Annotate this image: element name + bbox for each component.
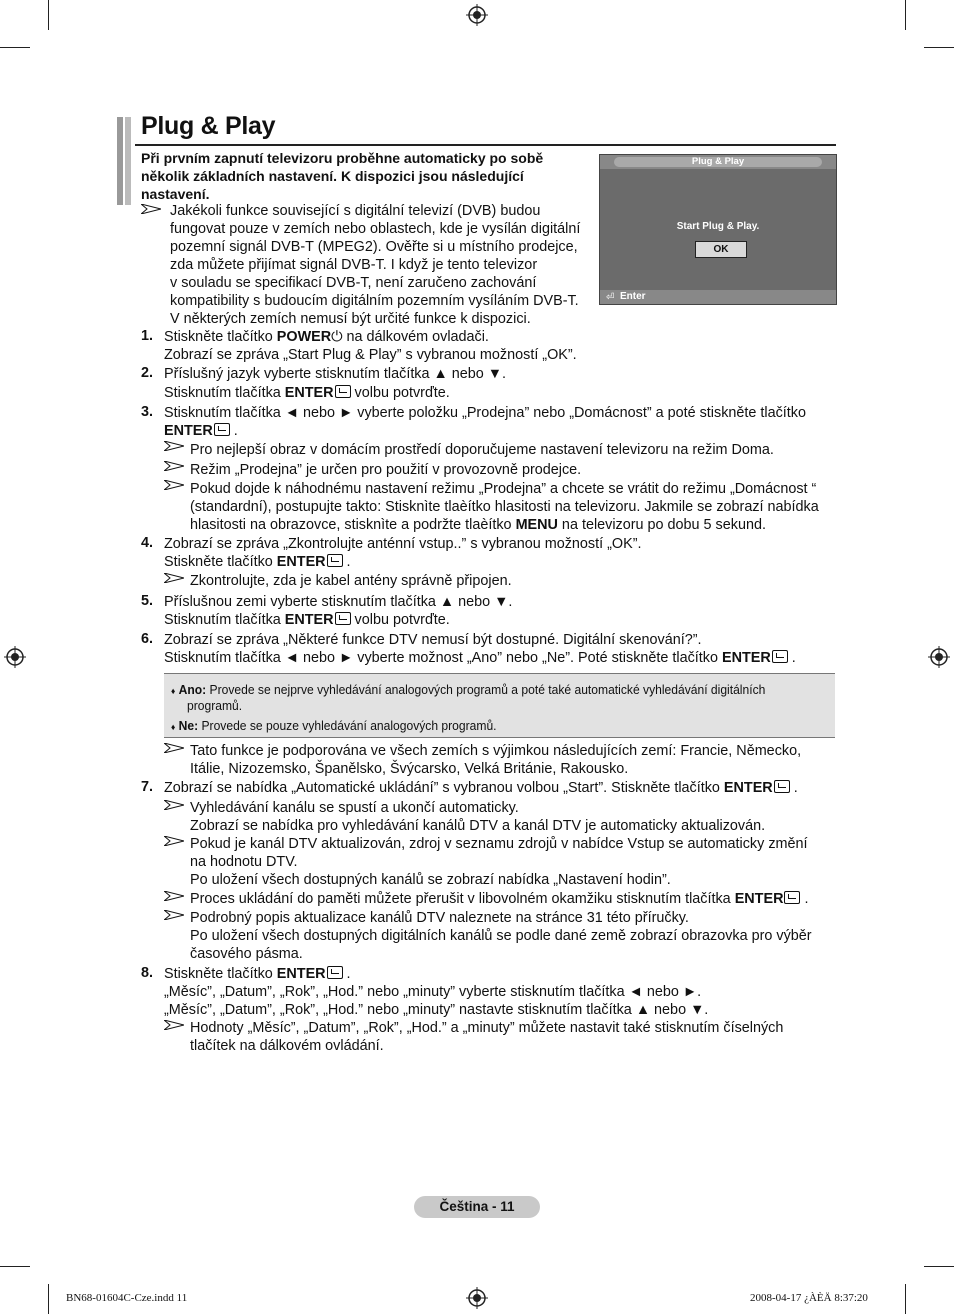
power-icon: ⏻ [331, 329, 343, 345]
registration-mark-icon [466, 1287, 488, 1309]
registration-mark-icon [4, 646, 26, 668]
tv-footer-enter: Enter [620, 291, 646, 302]
step-2: Příslušný jazyk vyberte stisknutím tlačítka ▲ nebo ▼. Stisknutím tlačítka ENTER volbu potvrďte. [164, 366, 507, 401]
note-text: Režim „Prodejna” je určen pro použití v provozovně prodejce. [190, 462, 582, 478]
step-1: Stiskněte tlačítko POWER⏻ na dálkovém ovladači. Zobrazí se zpráva „Start Plug & Play” s vybranou možností „OK”. [164, 329, 577, 363]
note-text: Pro nejlepší obraz v domácím prostředí doporučujeme nastavení televizoru na režim Doma. [190, 442, 774, 458]
option-ano-cont: programů. [187, 698, 243, 713]
options-box [164, 673, 835, 738]
enter-icon [214, 423, 230, 436]
tv-message: Start Plug & Play. [676, 221, 760, 232]
note-text: Zkontrolujte, zda je kabel antény správně připojen. [190, 573, 512, 589]
note-arrow-icon [164, 480, 184, 490]
note-arrow-icon [164, 836, 184, 846]
note-text: Pokud dojde k náhodnému nastavení režimu „Prodejna” a chcete se vrátit do režimu „Domácnost “ (standardní), postupujte takto: Stisknìte tlaèítko hlasitosti na televizoru. Jakmile se zobrazí nabídka hlasitosti na obrazovce, stisknìte a podržte tlaèítko MENU na televizoru po dobu 5 sekund. [190, 481, 819, 533]
step-4: Zobrazí se zpráva „Zkontrolujte anténní vstup..” s vybranou možností „OK”. Stiskněte tlačítko ENTER . [164, 536, 642, 570]
option-ano: ♦ Ano: Provede se nejprve vyhledávání analogových programů a poté také automatické vyhledávání digitálních [171, 682, 766, 697]
note-arrow-icon [164, 573, 184, 583]
tv-screen-preview [599, 154, 837, 305]
date-slug: 2008-04-17 ¿ÀÈÄ 8:37:20 [750, 1292, 868, 1304]
step-number: 4. [141, 535, 154, 551]
crop-mark [48, 1284, 49, 1314]
crop-mark [0, 47, 30, 48]
step-number: 8. [141, 965, 154, 981]
note-arrow-icon [164, 891, 184, 901]
intro-note: Jakékoli funkce související s digitální televizí (DVB) budou fungovat pouze v zemích nebo oblastech, kde je vysílán digitální pozemní signál DVB-T (MPEG2). Ověřte si u místního prodejce, zda můžete přijímat signál DVB-T. I když je tento televizor v souladu se specifikací DVB-T, není zaručeno zachování kompatibility s budoucím digitálním pozemním vysíláním DVB-T. V některých zemích nemusí být určité funkce k dispozici. [170, 203, 581, 327]
title-rule [135, 144, 836, 146]
tv-header: Plug & Play [614, 157, 822, 167]
step-3: Stisknutím tlačítka ◄ nebo ► vyberte položku „Prodejna” nebo „Domácnost” a poté stiskněte tlačítko ENTER . [164, 405, 806, 439]
step-number: 2. [141, 365, 154, 381]
step-7: Zobrazí se nabídka „Automatické ukládání” s vybranou volbou „Start”. Stiskněte tlačítko ENTER . [164, 780, 798, 796]
step-number: 1. [141, 328, 154, 344]
note-arrow-icon [141, 204, 161, 214]
note-arrow-icon [164, 461, 184, 471]
crop-mark [924, 47, 954, 48]
note-arrow-icon [164, 441, 184, 451]
note-text: Proces ukládání do paměti můžete přerušit v libovolném okamžiku stisknutím tlačítka ENTER . [190, 891, 809, 907]
step-6: Zobrazí se zpráva „Některé funkce DTV nemusí být dostupné. Digitální skenování?”. Stisknutím tlačítka ◄ nebo ► vyberte možnost „Ano” nebo „Ne”. Poté stiskněte tlačítko ENTER . [164, 632, 796, 666]
enter-icon: ⏎ [606, 292, 615, 303]
step-5: Příslušnou zemi vyberte stisknutím tlačítka ▲ nebo ▼. Stisknutím tlačítka ENTER volbu potvrďte. [164, 594, 513, 628]
crop-mark [924, 1266, 954, 1267]
enter-icon [774, 780, 790, 793]
note-arrow-icon [164, 910, 184, 920]
step-number: 7. [141, 779, 154, 795]
note-arrow-icon [164, 743, 184, 753]
enter-icon [772, 650, 788, 663]
file-slug: BN68-01604C-Cze.indd 11 [66, 1292, 188, 1304]
step-number: 6. [141, 631, 154, 647]
enter-icon [327, 966, 343, 979]
note-arrow-icon [164, 1020, 184, 1030]
tv-ok-button: OK [695, 241, 747, 258]
page-title: Plug & Play [141, 112, 276, 140]
crop-mark [905, 0, 906, 30]
enter-icon [335, 612, 351, 625]
enter-icon [335, 385, 351, 398]
step-number: 3. [141, 404, 154, 420]
note-text: Pokud je kanál DTV aktualizován, zdroj v seznamu zdrojů v nabídce Vstup se automaticky změní na hodnotu DTV. Po uložení všech dostupných kanálů se zobrazí nabídka „Nastavení hodin”. [190, 836, 808, 888]
note-text: Vyhledávání kanálu se spustí a ukončí automaticky. Zobrazí se nabídka pro vyhledávání kanálů DTV a kanál DTV je automaticky aktualizován. [190, 800, 766, 834]
step-8: Stiskněte tlačítko ENTER . „Měsíc”, „Datum”, „Rok”, „Hod.” nebo „minuty” vyberte stisknutím tlačítka ◄ nebo ►. „Měsíc”, „Datum”, „Rok”, „Hod.” nebo „minuty” nastavte stisknutím tlačítka ▲ nebo ▼. [164, 966, 709, 1018]
intro-text: Při prvním zapnutí televizoru proběhne automaticky po sobě několik základních nastavení. K dispozici jsou následující nastavení. [141, 150, 544, 202]
registration-mark-icon [928, 646, 950, 668]
page-number-badge: Čeština - 11 [414, 1196, 540, 1218]
enter-icon [784, 891, 800, 904]
crop-mark [905, 1284, 906, 1314]
note-text: Hodnoty „Měsíc”, „Datum”, „Rok”, „Hod.” a „minuty” můžete nastavit také stisknutím číselných tlačítek na dálkovém ovládání. [190, 1020, 784, 1054]
enter-icon [327, 554, 343, 567]
option-ne: ♦ Ne: Provede se pouze vyhledávání analogových programů. [171, 718, 497, 733]
note-arrow-icon [164, 800, 184, 810]
note-text: Podrobný popis aktualizace kanálů DTV naleznete na stránce 31 této příručky. Po uložení všech dostupných digitálních kanálů se podle dané země zobrazí obrazovka pro výběr časového pásma. [190, 910, 812, 962]
crop-mark [0, 1266, 30, 1267]
crop-mark [48, 0, 49, 30]
step-number: 5. [141, 593, 154, 609]
registration-mark-icon [466, 4, 488, 26]
note-text: Tato funkce je podporována ve všech zemích s výjimkou následujících zemí: Francie, Německo, Itálie, Nizozemsko, Španělsko, Švýcarsko, Velká Británie, Rakousko. [190, 743, 802, 777]
